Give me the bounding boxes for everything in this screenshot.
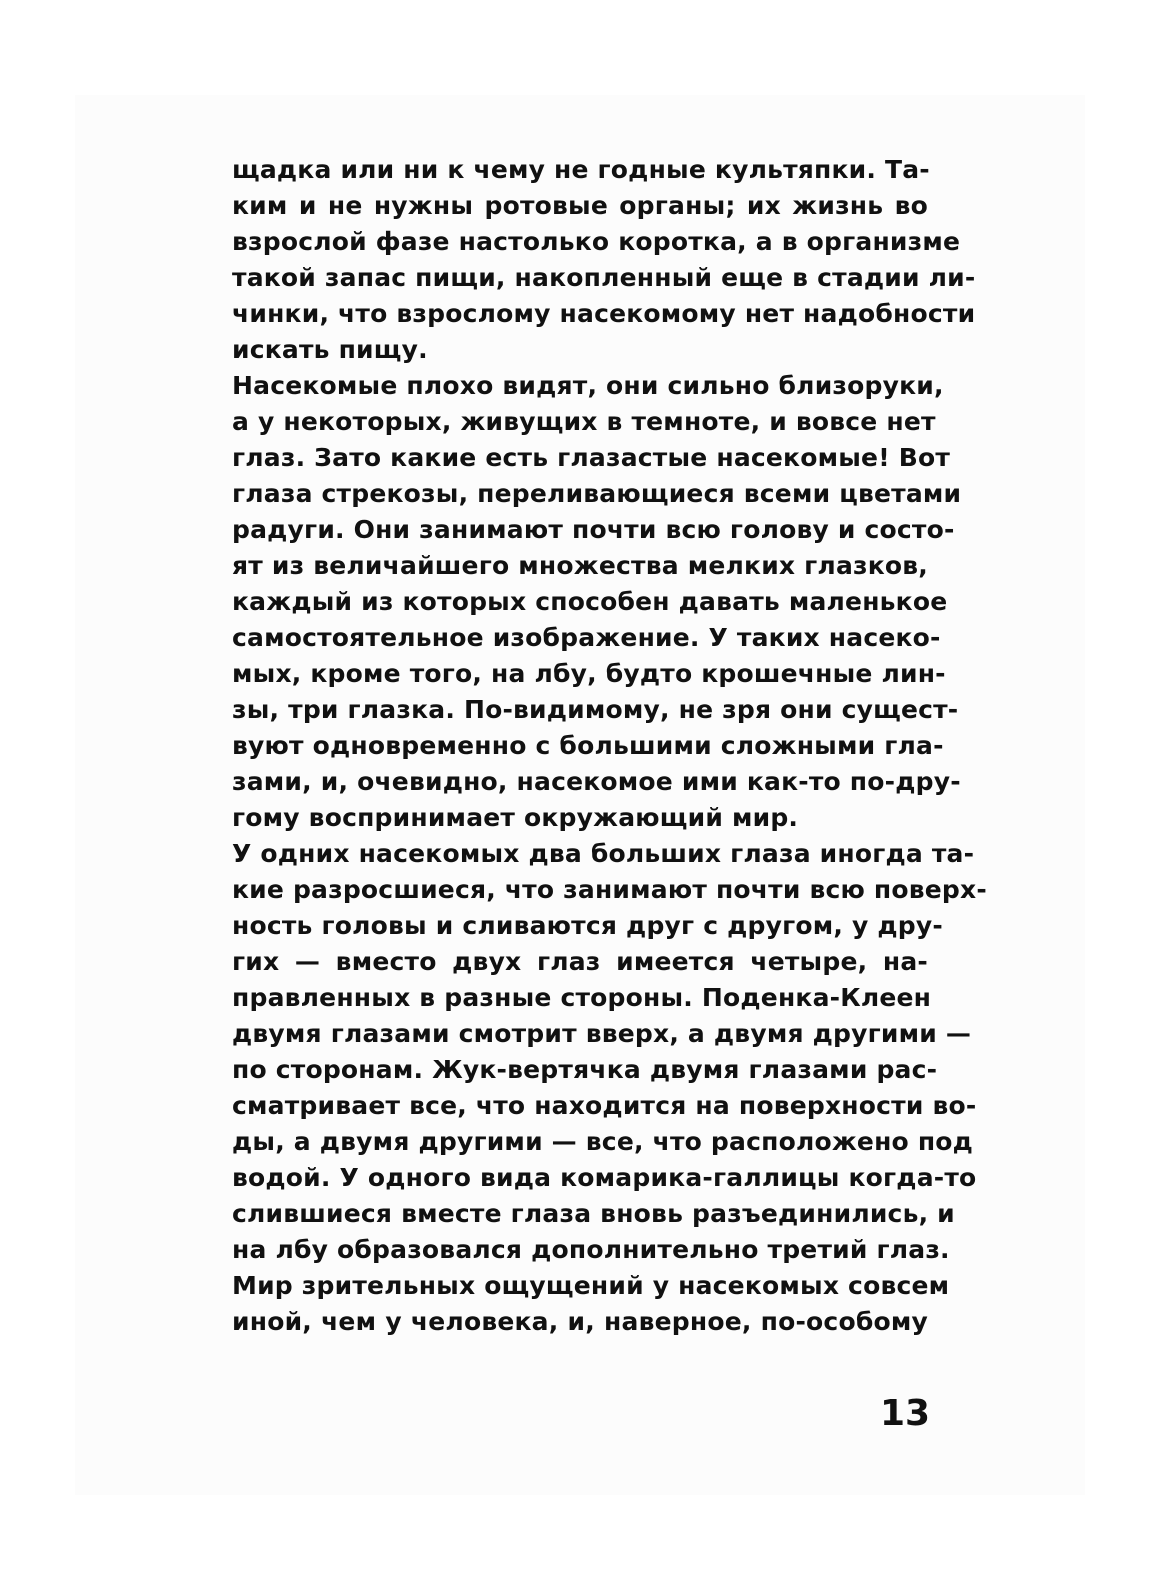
text-line: глаза стрекозы, переливающиеся всеми цветами [232,479,962,508]
text-line: каждый из которых способен давать маленькое [232,587,948,616]
text-line: на лбу образовался дополнительно третий глаз. [232,1235,950,1264]
text-line: иной, чем у человека, и, наверное, по-особому [232,1307,928,1336]
text-line: У одних насекомых два больших глаза иногда та- [232,839,975,868]
text-line: зы, три глазка. По-видимому, не зря они сущест- [232,695,959,724]
text-line: слившиеся вместе глаза вновь разъединились, и [232,1199,955,1228]
text-line: двумя глазами смотрит вверх, а двумя другими — [232,1019,972,1048]
text-line: гих — вместо двух глаз имеется четыре, на- [232,947,928,976]
text-line: зами, и, очевидно, насекомое ими как-то по-дру- [232,767,961,796]
paragraph-3 [232,836,987,1268]
paragraph-1 [232,152,976,368]
text-line: искать пищу. [232,335,428,364]
text-line: а у некоторых, живущих в темноте, и вовсе нет [232,407,936,436]
text-line: такой запас пищи, накопленный еще в стадии ли- [232,263,976,292]
text-line: радуги. Они занимают почти всю голову и состо- [232,515,955,544]
body-text [232,152,987,1340]
text-line: ность головы и сливаются друг с другом, у дру- [232,911,943,940]
text-line: Мир зрительных ощущений у насекомых совсем [232,1271,950,1300]
text-line: глаз. Зато какие есть глазастые насекомые! Вот [232,443,951,472]
text-line: взрослой фазе настолько коротка, а в организме [232,227,961,256]
text-line: правленных в разные стороны. Поденка-Клеен [232,983,932,1012]
text-line: кие разросшиеся, что занимают почти всю поверх- [232,875,987,904]
text-line: сматривает все, что находится на поверхности во- [232,1091,977,1120]
text-line: Насекомые плохо видят, они сильно близоруки, [232,371,944,400]
text-line: вуют одновременно с большими сложными гла- [232,731,944,760]
text-line: по сторонам. Жук-вертячка двумя глазами рас- [232,1055,938,1084]
text-line: щадка или ни к чему не годные культяпки. Та- [232,155,930,184]
text-line: ким и не нужны ротовые органы; их жизнь во [232,191,928,220]
page-number: 13 [880,1393,931,1434]
text-line: водой. У одного вида комарика-галлицы когда-то [232,1163,977,1192]
text-line: ды, а двумя другими — все, что расположено под [232,1127,974,1156]
paragraph-2 [232,368,962,836]
text-line: чинки, что взрослому насекомому нет надобности [232,299,976,328]
text-line: мых, кроме того, на лбу, будто крошечные лин- [232,659,946,688]
text-line: гому воспринимает окружающий мир. [232,803,799,832]
text-line: ят из величайшего множества мелких глазков, [232,551,928,580]
text-line: самостоятельное изображение. У таких насеко- [232,623,941,652]
paragraph-4 [232,1268,950,1340]
